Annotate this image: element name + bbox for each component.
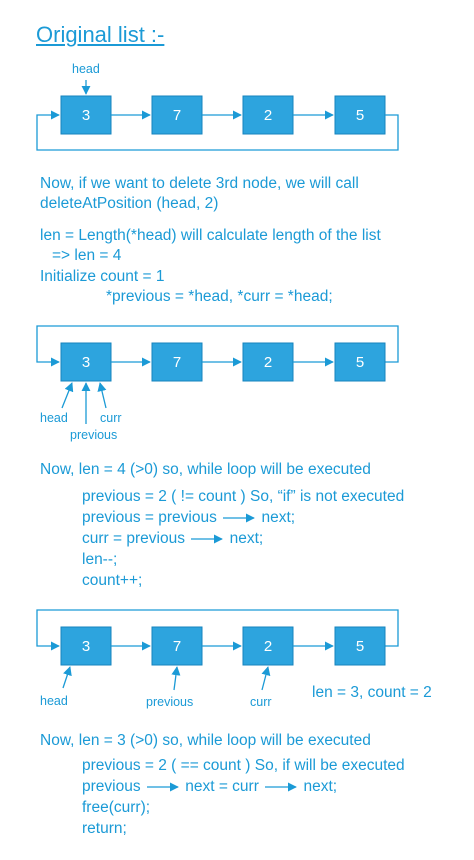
list-node	[335, 96, 385, 134]
list-node	[243, 627, 293, 665]
text-line: previous = 2 ( != count ) So, “if” is not executed	[82, 488, 405, 505]
previous-pointer	[174, 667, 177, 690]
text-line: previous = 2 ( == count ) So, if will be executed	[82, 757, 405, 774]
text-line: previous = previous next;	[82, 509, 296, 526]
svg-text:3: 3	[81, 354, 91, 371]
list-node	[335, 343, 385, 381]
text-line: Now, if we want to delete 3rd node, we will call	[40, 175, 359, 192]
text-line: free(curr);	[82, 799, 151, 816]
curr-label: curr	[250, 695, 272, 709]
text-line: Now, len = 3 (>0) so, while loop will be executed	[40, 732, 371, 749]
list-node	[61, 343, 111, 381]
text-line: deleteAtPosition (head, 2)	[40, 195, 219, 212]
list-node	[152, 627, 202, 665]
svg-text:5: 5	[355, 107, 365, 124]
arrow-icon	[263, 781, 299, 793]
text-line: *previous = *head, *curr = *head;	[106, 288, 333, 305]
list-node	[61, 96, 111, 134]
arrow-icon	[189, 533, 225, 545]
text-line: len = Length(*head) will calculate length of the list	[40, 227, 381, 244]
text-line: Initialize count = 1	[40, 268, 165, 285]
svg-text:2: 2	[263, 638, 273, 655]
svg-text:2: 2	[263, 107, 273, 124]
head-label: head	[40, 694, 68, 708]
text-line: => len = 4	[52, 247, 122, 264]
svg-text:5: 5	[355, 354, 365, 371]
svg-text:5: 5	[355, 638, 365, 655]
head-label: head	[40, 411, 68, 425]
svg-text:7: 7	[172, 107, 182, 124]
text-line: return;	[82, 820, 127, 837]
svg-text:7: 7	[172, 354, 182, 371]
list-node	[243, 96, 293, 134]
arrow-icon	[221, 512, 257, 524]
arrow-icon	[145, 781, 181, 793]
curr-label: curr	[100, 411, 122, 425]
head-label: head	[72, 62, 100, 76]
status-text: len = 3, count = 2	[312, 684, 432, 701]
list-node	[335, 627, 385, 665]
previous-label: previous	[146, 695, 194, 709]
svg-text:3: 3	[81, 107, 91, 124]
svg-text:7: 7	[172, 638, 182, 655]
page-title: Original list :-	[36, 22, 165, 47]
linked-list-diagram-1	[0, 70, 474, 160]
head-pointer	[62, 383, 72, 408]
text-line: previous next = curr next;	[82, 778, 338, 795]
svg-text:2: 2	[263, 354, 273, 371]
previous-label: previous	[70, 428, 118, 442]
text-line: count++;	[82, 572, 143, 589]
list-node	[152, 343, 202, 381]
head-pointer	[63, 667, 70, 688]
list-node	[152, 96, 202, 134]
curr-pointer	[100, 383, 106, 408]
text-line: curr = previous next;	[82, 530, 264, 547]
text-line: Now, len = 4 (>0) so, while loop will be executed	[40, 461, 371, 478]
text-line: len--;	[82, 551, 118, 568]
linked-list-diagram-2	[0, 322, 474, 412]
svg-text:3: 3	[81, 638, 91, 655]
curr-pointer	[262, 667, 268, 690]
list-node	[243, 343, 293, 381]
list-node	[61, 627, 111, 665]
